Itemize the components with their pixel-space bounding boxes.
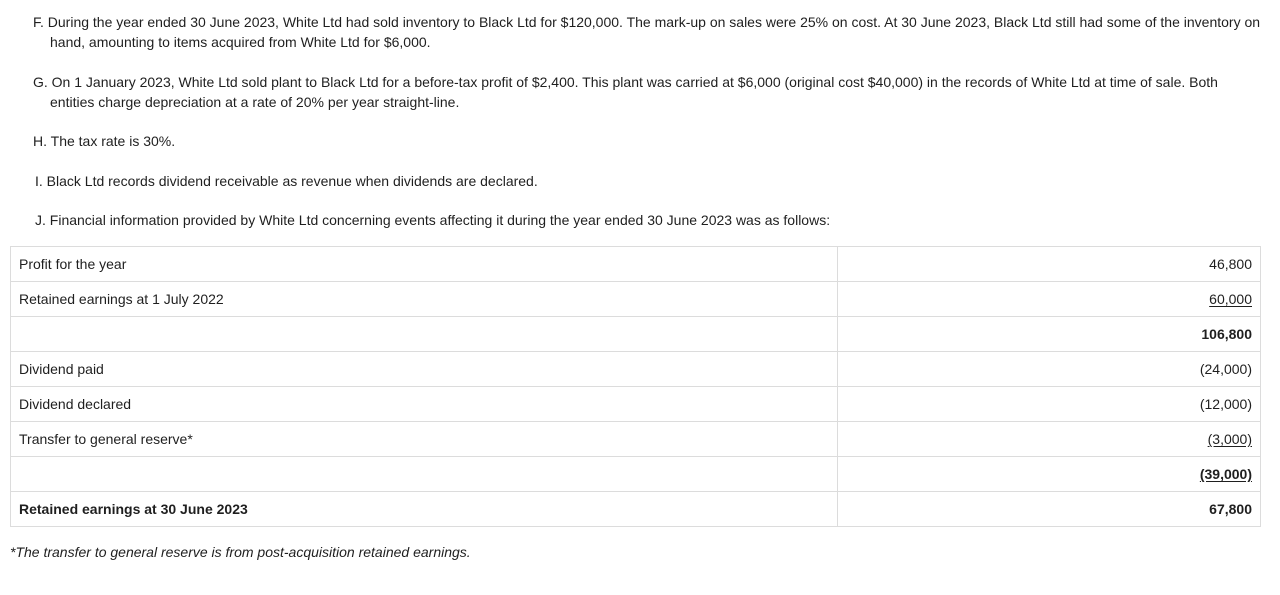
table-row <box>11 492 1261 527</box>
row-label: Dividend paid <box>11 352 838 387</box>
row-label <box>11 317 838 352</box>
row-label: Profit for the year <box>11 247 838 282</box>
row-amount-value: 60,000 <box>1209 291 1252 307</box>
row-label: Transfer to general reserve* <box>11 422 838 457</box>
note-g <box>33 72 1265 112</box>
note-j <box>35 210 1250 230</box>
row-label <box>11 457 838 492</box>
table-row <box>11 422 1261 457</box>
table-row <box>11 457 1261 492</box>
note-i <box>35 171 1250 191</box>
deductions-total-amount <box>838 457 1261 492</box>
table-row <box>11 247 1261 282</box>
footnote: *The transfer to general reserve is from post-acquisition retained earnings. <box>10 544 471 560</box>
row-label: Retained earnings at 1 July 2022 <box>11 282 838 317</box>
row-amount: (12,000) <box>838 387 1261 422</box>
note-g-text: G. On 1 January 2023, White Ltd sold plant to Black Ltd for a before-tax profit of $2,400. This plant was carried at $6,000 (original cost $40,000) in the records of White Ltd at time of sale. Both entities charge depreciation at a rate of 20% per year straight-line. <box>33 74 1218 110</box>
note-h <box>33 131 1248 151</box>
note-f <box>33 12 1265 52</box>
total-row-label: Retained earnings at 30 June 2023 <box>11 492 838 527</box>
row-amount-value: (3,000) <box>1207 431 1252 447</box>
retained-earnings-table <box>10 246 1261 527</box>
table-row <box>11 387 1261 422</box>
table-row <box>11 352 1261 387</box>
row-amount: (24,000) <box>838 352 1261 387</box>
total-row-amount: 67,800 <box>838 492 1261 527</box>
table-row <box>11 317 1261 352</box>
subtotal-amount: 106,800 <box>838 317 1261 352</box>
table-row <box>11 282 1261 317</box>
row-amount <box>838 282 1261 317</box>
note-f-text: F. During the year ended 30 June 2023, White Ltd had sold inventory to Black Ltd for $120,000. The mark-up on sales were 25% on cost. At 30 June 2023, Black Ltd still had some of the inventory on hand, amounting to items acquired from White Ltd for $6,000. <box>33 14 1261 50</box>
note-i-text: I. Black Ltd records dividend receivable as revenue when dividends are declared. <box>35 173 538 189</box>
row-label: Dividend declared <box>11 387 838 422</box>
row-amount <box>838 422 1261 457</box>
deductions-total-value: (39,000) <box>1199 466 1252 482</box>
note-j-text: J. Financial information provided by White Ltd concerning events affecting it during the year ended 30 June 2023 was as follows: <box>35 212 831 228</box>
row-amount: 46,800 <box>838 247 1261 282</box>
note-h-text: H. The tax rate is 30%. <box>33 133 176 149</box>
